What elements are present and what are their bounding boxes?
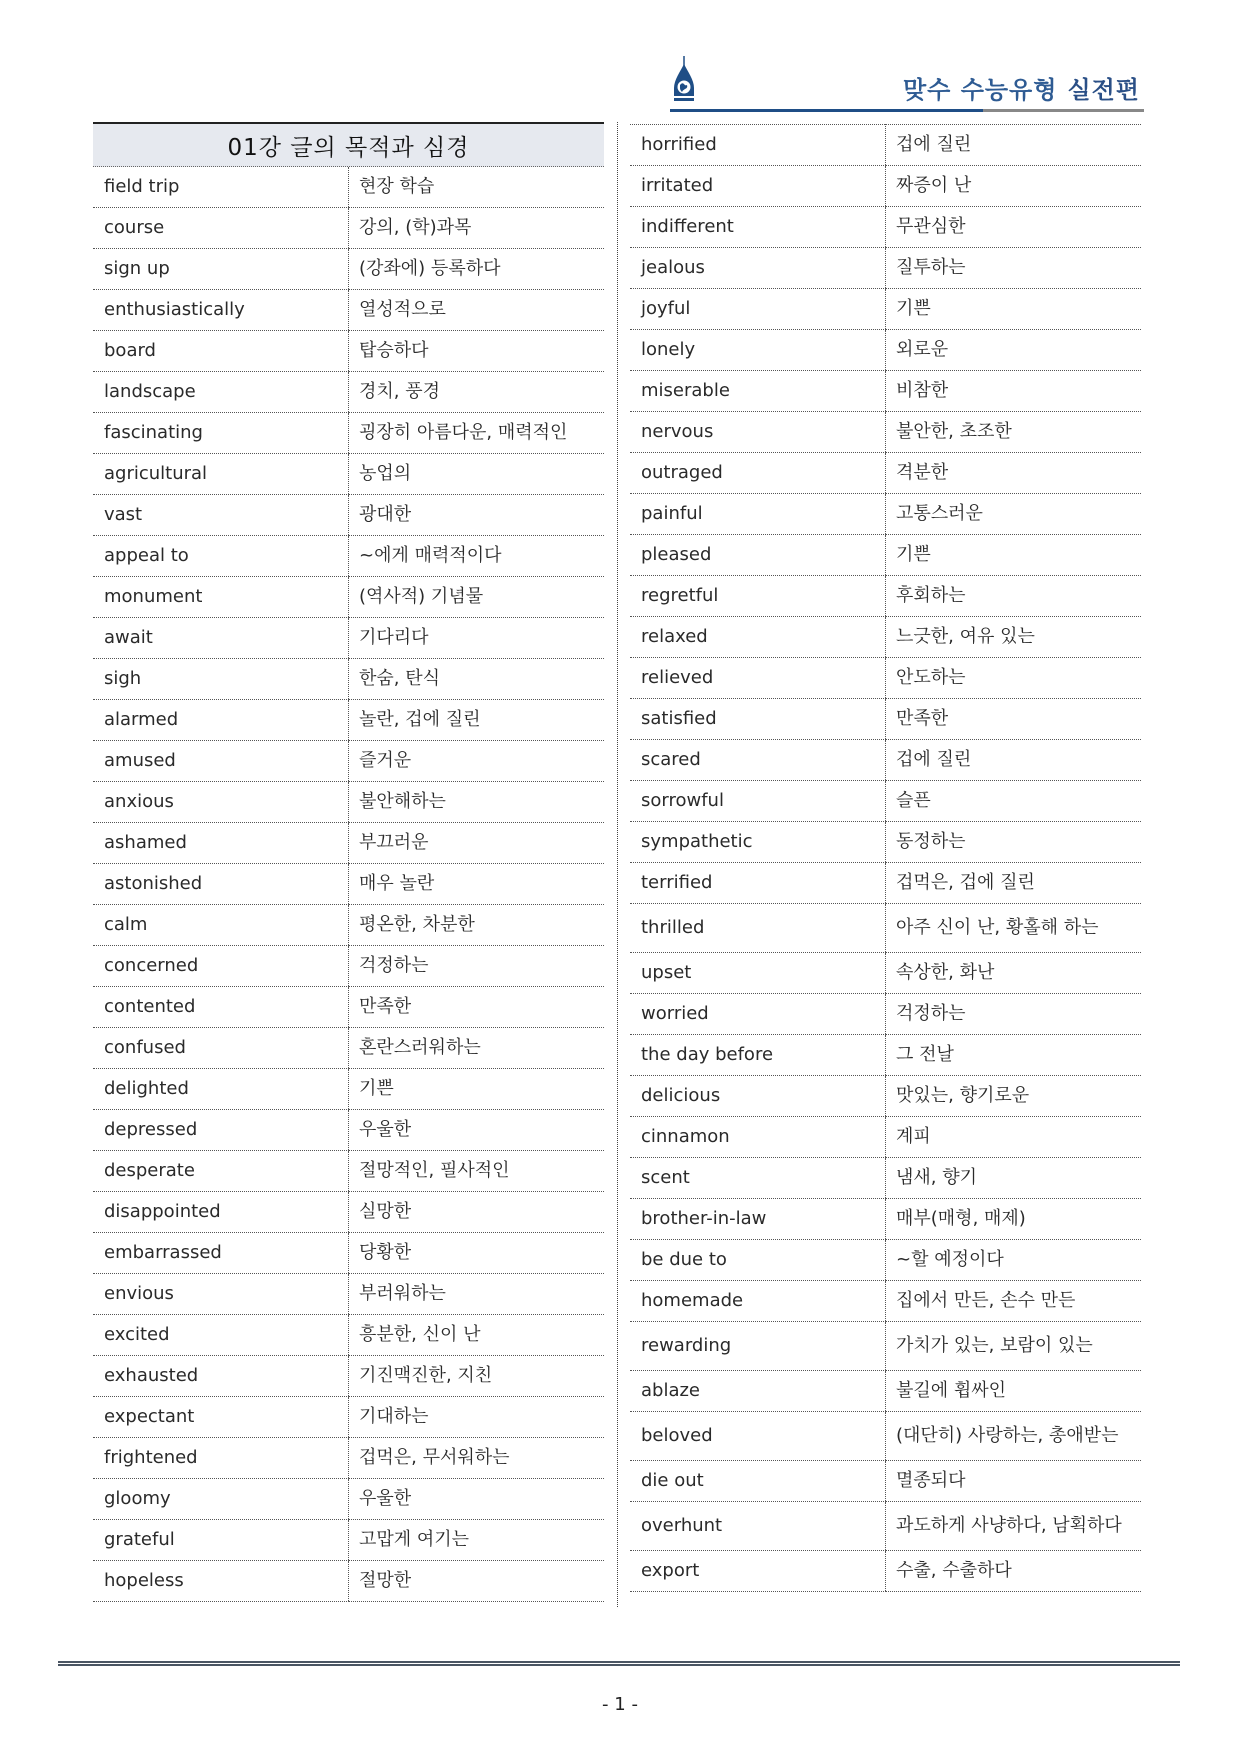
english-term: vast xyxy=(93,495,349,536)
korean-meaning: 맛있는, 향기로운 xyxy=(886,1076,1142,1117)
english-term: worried xyxy=(630,994,886,1035)
english-term: embarrassed xyxy=(93,1233,349,1274)
vocab-row xyxy=(630,330,1141,371)
korean-meaning: 겁먹은, 겁에 질린 xyxy=(886,863,1142,904)
korean-meaning: 멸종되다 xyxy=(886,1461,1142,1502)
vocab-row xyxy=(630,453,1141,494)
english-term: excited xyxy=(93,1315,349,1356)
english-term: course xyxy=(93,208,349,249)
korean-meaning: 불안한, 초조한 xyxy=(886,412,1142,453)
korean-meaning: 부러워하는 xyxy=(349,1274,605,1315)
korean-meaning: 후회하는 xyxy=(886,576,1142,617)
english-term: scent xyxy=(630,1158,886,1199)
vocab-row xyxy=(630,207,1141,248)
vocab-row xyxy=(630,494,1141,535)
korean-meaning: 우울한 xyxy=(349,1110,605,1151)
english-term: upset xyxy=(630,953,886,994)
english-term: regretful xyxy=(630,576,886,617)
korean-meaning: 그 전날 xyxy=(886,1035,1142,1076)
korean-meaning: 한숨, 탄식 xyxy=(349,659,605,700)
vocab-row xyxy=(93,1315,604,1356)
korean-meaning: 기쁜 xyxy=(886,535,1142,576)
english-term: sorrowful xyxy=(630,781,886,822)
korean-meaning: 느긋한, 여유 있는 xyxy=(886,617,1142,658)
vocab-row xyxy=(93,1028,604,1069)
english-term: field trip xyxy=(93,167,349,208)
korean-meaning: 과도하게 사냥하다, 남획하다 xyxy=(886,1502,1142,1551)
english-term: irritated xyxy=(630,166,886,207)
korean-meaning: 격분한 xyxy=(886,453,1142,494)
english-term: nervous xyxy=(630,412,886,453)
korean-meaning: 만족한 xyxy=(886,699,1142,740)
vocab-row xyxy=(630,576,1141,617)
vocab-row xyxy=(93,413,604,454)
vocab-row xyxy=(630,166,1141,207)
english-term: confused xyxy=(93,1028,349,1069)
english-term: die out xyxy=(630,1461,886,1502)
english-term: relieved xyxy=(630,658,886,699)
vocab-row xyxy=(630,994,1141,1035)
vocab-row xyxy=(93,536,604,577)
vocab-row xyxy=(93,495,604,536)
english-term: grateful xyxy=(93,1520,349,1561)
english-term: satisfied xyxy=(630,699,886,740)
english-term: ashamed xyxy=(93,823,349,864)
korean-meaning: 광대한 xyxy=(349,495,605,536)
vocab-row xyxy=(93,1069,604,1110)
korean-meaning: 무관심한 xyxy=(886,207,1142,248)
vocab-row xyxy=(630,1412,1141,1461)
vocab-row xyxy=(93,290,604,331)
vocab-row xyxy=(93,454,604,495)
english-term: fascinating xyxy=(93,413,349,454)
english-term: landscape xyxy=(93,372,349,413)
vocab-row xyxy=(93,741,604,782)
korean-meaning: 놀란, 겁에 질린 xyxy=(349,700,605,741)
vocab-column-right xyxy=(630,124,1141,1592)
english-term: calm xyxy=(93,905,349,946)
vocab-row xyxy=(93,167,604,208)
brand-title xyxy=(903,70,1140,105)
korean-meaning: 열성적으로 xyxy=(349,290,605,331)
korean-meaning: 절망한 xyxy=(349,1561,605,1602)
english-term: lonely xyxy=(630,330,886,371)
english-term: exhausted xyxy=(93,1356,349,1397)
vocab-row xyxy=(93,618,604,659)
english-term: depressed xyxy=(93,1110,349,1151)
vocab-row xyxy=(93,331,604,372)
vocab-row xyxy=(630,953,1141,994)
english-term: miserable xyxy=(630,371,886,412)
korean-meaning: 만족한 xyxy=(349,987,605,1028)
vocab-table-left xyxy=(93,167,604,1602)
english-term: homemade xyxy=(630,1281,886,1322)
korean-meaning: 흥분한, 신이 난 xyxy=(349,1315,605,1356)
vocab-row xyxy=(93,864,604,905)
vocab-row xyxy=(630,699,1141,740)
pen-nib-globe-icon xyxy=(670,56,698,106)
vocab-row xyxy=(93,987,604,1028)
english-term: pleased xyxy=(630,535,886,576)
korean-meaning: 걱정하는 xyxy=(349,946,605,987)
korean-meaning: (역사적) 기념물 xyxy=(349,577,605,618)
english-term: cinnamon xyxy=(630,1117,886,1158)
korean-meaning: 가치가 있는, 보람이 있는 xyxy=(886,1322,1142,1371)
korean-meaning: 기대하는 xyxy=(349,1397,605,1438)
vocab-row xyxy=(93,1520,604,1561)
vocab-row xyxy=(93,1110,604,1151)
vocab-row xyxy=(630,1199,1141,1240)
vocab-row xyxy=(630,1158,1141,1199)
header-rule xyxy=(670,109,1144,112)
korean-meaning: 불길에 휩싸인 xyxy=(886,1371,1142,1412)
english-term: sympathetic xyxy=(630,822,886,863)
vocab-row xyxy=(630,863,1141,904)
korean-meaning: 실망한 xyxy=(349,1192,605,1233)
vocab-row xyxy=(630,781,1141,822)
english-term: indifferent xyxy=(630,207,886,248)
korean-meaning: 겁에 질린 xyxy=(886,740,1142,781)
vocab-row xyxy=(93,1479,604,1520)
vocab-row xyxy=(93,1274,604,1315)
korean-meaning: 기쁜 xyxy=(886,289,1142,330)
english-term: rewarding xyxy=(630,1322,886,1371)
vocab-row xyxy=(630,658,1141,699)
korean-meaning: 짜증이 난 xyxy=(886,166,1142,207)
english-term: sign up xyxy=(93,249,349,290)
english-term: alarmed xyxy=(93,700,349,741)
english-term: anxious xyxy=(93,782,349,823)
brand-edition: 실전편 xyxy=(1067,76,1140,104)
english-term: monument xyxy=(93,577,349,618)
vocab-row xyxy=(93,372,604,413)
english-term: export xyxy=(630,1551,886,1592)
korean-meaning: ~에게 매력적이다 xyxy=(349,536,605,577)
column-divider xyxy=(617,122,618,1607)
korean-meaning: 우울한 xyxy=(349,1479,605,1520)
vocab-row xyxy=(630,535,1141,576)
english-term: hopeless xyxy=(93,1561,349,1602)
korean-meaning: 기진맥진한, 지친 xyxy=(349,1356,605,1397)
korean-meaning: 슬픈 xyxy=(886,781,1142,822)
korean-meaning: 아주 신이 난, 황홀해 하는 xyxy=(886,904,1142,953)
korean-meaning: 계피 xyxy=(886,1117,1142,1158)
english-term: concerned xyxy=(93,946,349,987)
vocab-row xyxy=(630,1551,1141,1592)
page-number: - 1 - xyxy=(602,1694,638,1715)
korean-meaning: 농업의 xyxy=(349,454,605,495)
korean-meaning: 기쁜 xyxy=(349,1069,605,1110)
vocab-row xyxy=(630,1076,1141,1117)
vocab-row xyxy=(93,782,604,823)
vocab-row xyxy=(93,208,604,249)
korean-meaning: 안도하는 xyxy=(886,658,1142,699)
english-term: disappointed xyxy=(93,1192,349,1233)
korean-meaning: 수출, 수출하다 xyxy=(886,1551,1142,1592)
vocab-row xyxy=(93,577,604,618)
vocab-row xyxy=(630,904,1141,953)
korean-meaning: ~할 예정이다 xyxy=(886,1240,1142,1281)
english-term: thrilled xyxy=(630,904,886,953)
vocab-row xyxy=(93,946,604,987)
vocab-row xyxy=(93,1438,604,1479)
korean-meaning: 동정하는 xyxy=(886,822,1142,863)
page-header xyxy=(660,56,1144,112)
korean-meaning: 절망적인, 필사적인 xyxy=(349,1151,605,1192)
english-term: brother-in-law xyxy=(630,1199,886,1240)
vocab-row xyxy=(93,1561,604,1602)
vocab-row xyxy=(630,1461,1141,1502)
english-term: astonished xyxy=(93,864,349,905)
vocab-row xyxy=(630,1502,1141,1551)
vocab-row xyxy=(93,905,604,946)
english-term: horrified xyxy=(630,125,886,166)
english-term: desperate xyxy=(93,1151,349,1192)
english-term: painful xyxy=(630,494,886,535)
vocab-row xyxy=(630,1240,1141,1281)
korean-meaning: (강좌에) 등록하다 xyxy=(349,249,605,290)
vocab-row xyxy=(630,1117,1141,1158)
vocab-row xyxy=(93,700,604,741)
english-term: relaxed xyxy=(630,617,886,658)
english-term: overhunt xyxy=(630,1502,886,1551)
footer-rule xyxy=(58,1661,1180,1666)
korean-meaning: 집에서 만든, 손수 만든 xyxy=(886,1281,1142,1322)
vocab-row xyxy=(93,823,604,864)
english-term: terrified xyxy=(630,863,886,904)
english-term: the day before xyxy=(630,1035,886,1076)
vocab-row xyxy=(630,248,1141,289)
korean-meaning: 평온한, 차분한 xyxy=(349,905,605,946)
english-term: sigh xyxy=(93,659,349,700)
korean-meaning: 기다리다 xyxy=(349,618,605,659)
korean-meaning: 경치, 풍경 xyxy=(349,372,605,413)
vocab-column-left xyxy=(93,122,604,1602)
korean-meaning: 현장 학습 xyxy=(349,167,605,208)
vocab-row xyxy=(93,1397,604,1438)
korean-meaning: 혼란스러워하는 xyxy=(349,1028,605,1069)
english-term: enthusiastically xyxy=(93,290,349,331)
english-term: be due to xyxy=(630,1240,886,1281)
vocab-row xyxy=(630,1322,1141,1371)
vocab-row xyxy=(93,249,604,290)
vocab-row xyxy=(630,1281,1141,1322)
english-term: outraged xyxy=(630,453,886,494)
english-term: ablaze xyxy=(630,1371,886,1412)
korean-meaning: 굉장히 아름다운, 매력적인 xyxy=(349,413,605,454)
vocab-row xyxy=(93,1233,604,1274)
korean-meaning: (대단히) 사랑하는, 총애받는 xyxy=(886,1412,1142,1461)
english-term: gloomy xyxy=(93,1479,349,1520)
vocab-row xyxy=(630,371,1141,412)
english-term: amused xyxy=(93,741,349,782)
english-term: frightened xyxy=(93,1438,349,1479)
korean-meaning: 외로운 xyxy=(886,330,1142,371)
english-term: joyful xyxy=(630,289,886,330)
korean-meaning: 비참한 xyxy=(886,371,1142,412)
english-term: jealous xyxy=(630,248,886,289)
english-term: delighted xyxy=(93,1069,349,1110)
english-term: scared xyxy=(630,740,886,781)
korean-meaning: 고통스러운 xyxy=(886,494,1142,535)
vocab-row xyxy=(93,1356,604,1397)
english-term: envious xyxy=(93,1274,349,1315)
vocab-row xyxy=(630,289,1141,330)
korean-meaning: 즐거운 xyxy=(349,741,605,782)
korean-meaning: 부끄러운 xyxy=(349,823,605,864)
korean-meaning: 걱정하는 xyxy=(886,994,1142,1035)
vocab-row xyxy=(630,1371,1141,1412)
korean-meaning: 고맙게 여기는 xyxy=(349,1520,605,1561)
korean-meaning: 당황한 xyxy=(349,1233,605,1274)
korean-meaning: 탑승하다 xyxy=(349,331,605,372)
vocab-row xyxy=(630,412,1141,453)
korean-meaning: 질투하는 xyxy=(886,248,1142,289)
korean-meaning: 겁먹은, 무서워하는 xyxy=(349,1438,605,1479)
vocab-row xyxy=(93,659,604,700)
korean-meaning: 겁에 질린 xyxy=(886,125,1142,166)
korean-meaning: 불안해하는 xyxy=(349,782,605,823)
korean-meaning: 속상한, 화난 xyxy=(886,953,1142,994)
english-term: agricultural xyxy=(93,454,349,495)
english-term: contented xyxy=(93,987,349,1028)
english-term: appeal to xyxy=(93,536,349,577)
vocab-row xyxy=(630,822,1141,863)
korean-meaning: 냄새, 향기 xyxy=(886,1158,1142,1199)
vocab-row xyxy=(93,1151,604,1192)
vocab-table-right xyxy=(630,124,1141,1592)
lesson-title: 01강 글의 목적과 심경 xyxy=(93,122,604,167)
brand-series: 맞수 수능유형 xyxy=(902,76,1058,104)
vocab-row xyxy=(630,1035,1141,1076)
english-term: board xyxy=(93,331,349,372)
vocab-row xyxy=(630,617,1141,658)
english-term: beloved xyxy=(630,1412,886,1461)
vocab-row xyxy=(630,740,1141,781)
korean-meaning: 매부(매형, 매제) xyxy=(886,1199,1142,1240)
korean-meaning: 강의, (학)과목 xyxy=(349,208,605,249)
english-term: delicious xyxy=(630,1076,886,1117)
korean-meaning: 매우 놀란 xyxy=(349,864,605,905)
english-term: expectant xyxy=(93,1397,349,1438)
vocab-row xyxy=(93,1192,604,1233)
english-term: await xyxy=(93,618,349,659)
vocab-row xyxy=(630,125,1141,166)
